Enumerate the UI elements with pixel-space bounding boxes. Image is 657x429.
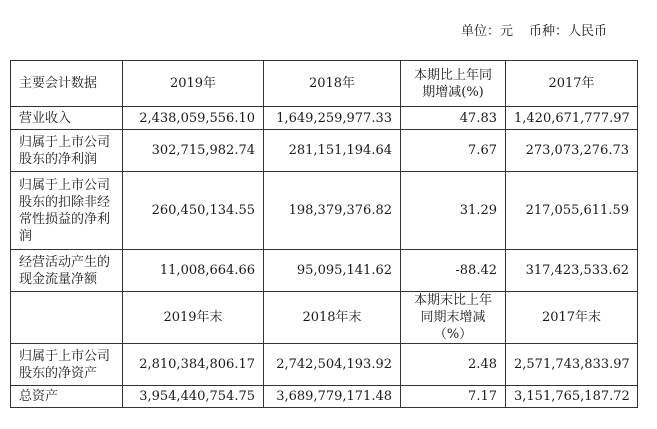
value-2019: 3,954,440,754.75 xyxy=(123,386,264,408)
value-2017: 217,055,611.59 xyxy=(506,172,638,250)
value-2018: 281,151,194.64 xyxy=(264,130,401,172)
value-2018: 95,095,141.62 xyxy=(264,250,401,292)
value-2018: 3,689,779,171.48 xyxy=(264,386,401,408)
table-row xyxy=(11,344,638,386)
header-row xyxy=(11,61,638,107)
value-change: 7.17 xyxy=(401,386,506,408)
header-cell-2018-end: 2018年末 xyxy=(264,292,401,344)
value-2018: 198,379,376.82 xyxy=(264,172,401,250)
row-label: 营业收入 xyxy=(11,107,123,130)
value-change: 31.29 xyxy=(401,172,506,250)
header-row-period-end xyxy=(11,292,638,344)
value-2019: 302,715,982.74 xyxy=(123,130,264,172)
value-2017: 273,073,276.73 xyxy=(506,130,638,172)
header-cell-2017: 2017年 xyxy=(506,61,638,107)
table-row xyxy=(11,386,638,408)
header-cell-change: 本期比上年同期增减(%) xyxy=(401,61,506,107)
value-2019: 2,438,059,556.10 xyxy=(123,107,264,130)
value-2019: 11,008,664.66 xyxy=(123,250,264,292)
value-change: 2.48 xyxy=(401,344,506,386)
header-cell-2017-end: 2017年末 xyxy=(506,292,638,344)
header-cell-change-end: 本期末比上年同期末增减（%） xyxy=(401,292,506,344)
value-change: -88.42 xyxy=(401,250,506,292)
header-cell-2019: 2019年 xyxy=(123,61,264,107)
value-2017: 1,420,671,777.97 xyxy=(506,107,638,130)
row-label: 总资产 xyxy=(11,386,123,408)
value-change: 7.67 xyxy=(401,130,506,172)
header-cell-empty xyxy=(11,292,123,344)
row-label: 归属于上市公司股东的扣除非经常性损益的净利润 xyxy=(11,172,123,250)
currency-label: 币种：人民币 xyxy=(528,24,607,39)
value-2017: 2,571,743,833.97 xyxy=(506,344,638,386)
row-label: 归属于上市公司股东的净利润 xyxy=(11,130,123,172)
table-row xyxy=(11,107,638,130)
financial-data-table xyxy=(10,60,638,408)
unit-currency-line xyxy=(461,20,607,39)
row-label: 经营活动产生的现金流量净额 xyxy=(11,250,123,292)
row-label: 归属于上市公司股东的净资产 xyxy=(11,344,123,386)
header-cell-2018: 2018年 xyxy=(264,61,401,107)
value-2017: 317,423,533.62 xyxy=(506,250,638,292)
table-row xyxy=(11,172,638,250)
value-2018: 2,742,504,193.92 xyxy=(264,344,401,386)
header-cell-2019-end: 2019年末 xyxy=(123,292,264,344)
unit-label: 单位：元 xyxy=(460,24,513,39)
value-2017: 3,151,765,187.72 xyxy=(506,386,638,408)
table-row xyxy=(11,250,638,292)
value-2018: 1,649,259,977.33 xyxy=(264,107,401,130)
value-change: 47.83 xyxy=(401,107,506,130)
table-row xyxy=(11,130,638,172)
header-cell-label: 主要会计数据 xyxy=(11,61,123,107)
value-2019: 2,810,384,806.17 xyxy=(123,344,264,386)
value-2019: 260,450,134.55 xyxy=(123,172,264,250)
